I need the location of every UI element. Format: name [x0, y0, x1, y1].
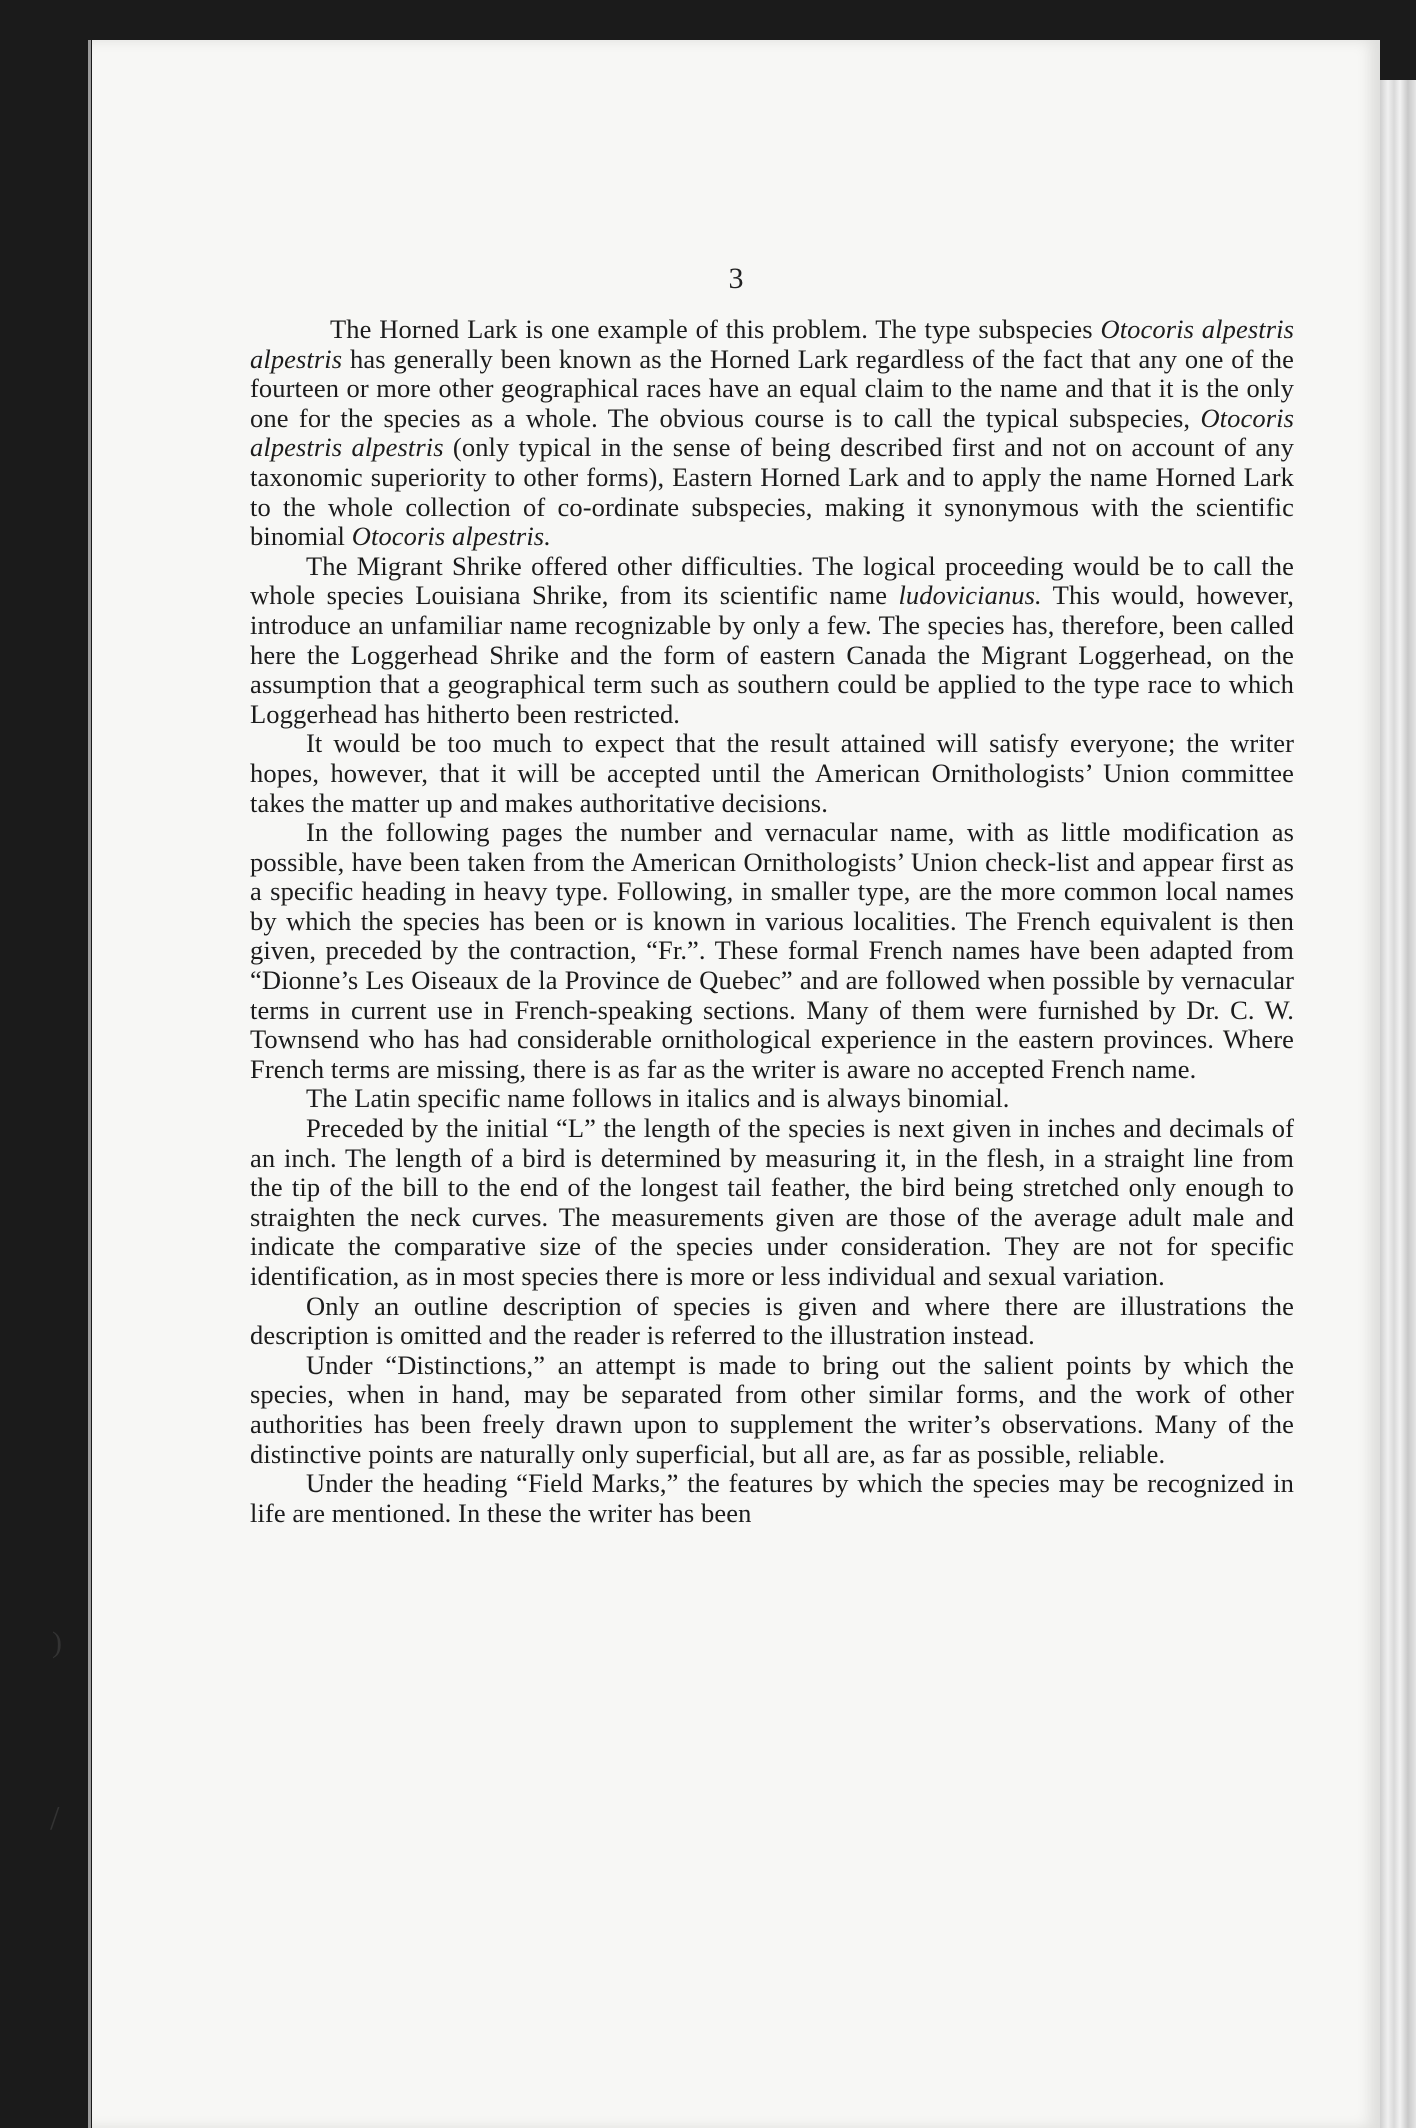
paragraph [250, 315, 1294, 552]
margin-mark: / [50, 1800, 60, 1837]
paragraph [250, 1351, 1294, 1469]
body-text [250, 315, 1294, 1528]
text-run: This would, however, introduce an unfamiliar name recognizable by only a few. The species has, therefore, been called here the Loggerhead Shrike and the form of eastern Canada the Migrant Loggerhead, on the assumption that a geographical term such as southern could be applied to the type race to which Loggerhead has hitherto been restricted. [250, 580, 1294, 729]
text-run: The Horned Lark is one example of this problem. The type subspecies [330, 314, 1101, 344]
text-run: Under the heading “Field Marks,” the features by which the species may be recognized in life are mentioned. In these the writer has been [250, 1468, 1294, 1528]
text-run: Preceded by the initial “L” the length of the species is next given in inches and decimals of an inch. The length of a bird is determined by measuring it, in the flesh, in a straight line from the tip of the bill to the end of the longest tail feather, the bird being stretched only enough to straighten the neck curves. The measurements given are those of the average adult male and indicate the comparative size of the species under consideration. They are not for specific identification, as in most species there is more or less individual and sexual variation. [250, 1113, 1294, 1291]
text-run: (only typical in the sense of being described first and not on account of any taxonomic superiority to other forms), Eastern Horned Lark and to apply the name Horned Lark to the whole collection of co-ordinate subspecies, making it synonymous with the scientific binomial [250, 432, 1294, 552]
paragraph [250, 1084, 1294, 1114]
italic-name: ludovicianus. [898, 580, 1042, 611]
italic-name: Otocoris alpestris. [351, 521, 551, 552]
text-run: In the following pages the number and vernacular name, with as little modification as possible, have been taken from the American Ornithologists’ Union check-list and appear first as a specific heading in heavy type. Following, in smaller type, are the more common local names by which the species has been or is known in various localities. The French equivalent is then given, preceded by the contraction, “Fr.”. These formal French names have been adapted from “Dionne’s Les Oiseaux de la Province de Quebec” and are followed when possible by vernacular terms in current use in French-speaking sections. Many of them were furnished by Dr. C. W. Townsend who has had considerable ornithological experience in the eastern provinces. Where French terms are missing, there is as far as the writer is aware no accepted French name. [250, 817, 1294, 1084]
page-edges [1380, 80, 1416, 2128]
text-run: Only an outline description of species is given and where there are illustrations the description is omitted and the reader is referred to the illustration instead. [250, 1290, 1294, 1351]
text-run: has generally been known as the Horned Lark regardless of the fact that any one of the fourteen or more other geographical races have an equal claim to the name and that it is the only one for the species as a whole. The obvious course is to call the typical subspecies, [250, 343, 1294, 433]
paragraph [250, 552, 1294, 730]
margin-mark: ) [52, 1626, 62, 1659]
text-run: The Migrant Shrike offered other difficulties. The logical proceeding would be to call the whole species Louisiana Shrike, from its scientific name [250, 550, 1294, 611]
italic-name: Otocoris alpestris alpestris [250, 314, 1294, 374]
book-page [92, 40, 1380, 2128]
binding-fold [88, 40, 91, 2128]
paragraph [250, 1292, 1294, 1351]
paragraph [250, 818, 1294, 1084]
text-run: Under “Distinctions,” an attempt is made to bring out the salient points by which the species, when in hand, may be separated from other similar forms, and the work of other authorities has been freely drawn upon to supplement the writer’s observations. Many of the distinctive points are naturally only superficial, but all are, as far as possible, reliable. [250, 1349, 1294, 1469]
paragraph [250, 1114, 1294, 1292]
text-run: It would be too much to expect that the result attained will satisfy everyone; the writer hopes, however, that it will be accepted until the American Ornithologists’ Union committee takes the matter up and makes authoritative decisions. [250, 728, 1294, 818]
text-run: The Latin specific name follows in italics and is always binomial. [306, 1083, 1010, 1114]
italic-name: Otocoris alpestris alpestris [250, 402, 1294, 463]
page-number: 3 [728, 262, 744, 295]
paragraph [250, 729, 1294, 818]
paragraph [250, 1469, 1294, 1528]
